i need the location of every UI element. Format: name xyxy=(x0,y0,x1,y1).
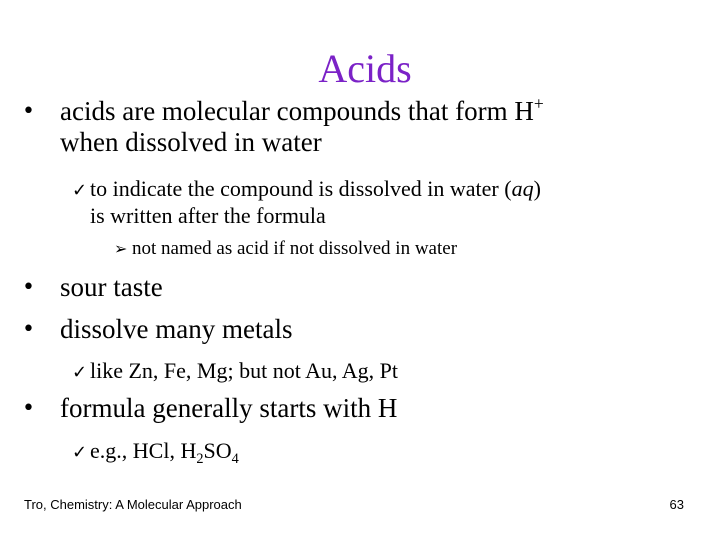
sub-item xyxy=(72,176,541,228)
bullet-text xyxy=(60,93,544,158)
bullet-icon: • xyxy=(22,99,35,124)
bullet-item xyxy=(22,314,702,346)
sub-item xyxy=(72,438,239,465)
formula-mid: SO xyxy=(203,438,232,463)
check-icon: ✓ xyxy=(72,362,88,383)
page-number: 63 xyxy=(669,497,684,512)
bullet-text: formula generally starts with H xyxy=(60,393,398,423)
sub-text-line1-pre: to indicate the compound is dissolved in water ( xyxy=(90,176,512,201)
sub-item xyxy=(72,358,398,385)
sub-text-italic: aq xyxy=(511,176,534,201)
subscript: 4 xyxy=(231,451,239,467)
sub-sub-item xyxy=(114,238,457,260)
bullet-text-line1: acids are molecular compounds that form H xyxy=(60,96,534,126)
check-icon: ✓ xyxy=(72,180,88,201)
bullet-icon: • xyxy=(22,317,35,342)
sub-text-line1-post: ) xyxy=(533,176,541,201)
footer-source: Tro, Chemistry: A Molecular Approach xyxy=(24,497,242,512)
check-icon: ✓ xyxy=(72,442,88,463)
formula-pre: e.g., HCl, H xyxy=(90,438,197,463)
subscript: 2 xyxy=(196,451,204,467)
bullet-icon: • xyxy=(22,396,35,421)
bullet-item xyxy=(22,93,702,160)
slide-title: Acids xyxy=(318,46,412,91)
superscript: + xyxy=(533,93,544,114)
bullet-text: sour taste xyxy=(60,272,163,302)
sub-text: like Zn, Fe, Mg; but not Au, Ag, Pt xyxy=(90,358,399,383)
sub-text-line2: is written after the formula xyxy=(90,203,326,228)
sub-sub-text: not named as acid if not dissolved in water xyxy=(132,238,458,259)
bullet-item xyxy=(22,393,702,425)
arrow-icon: ➢ xyxy=(114,239,128,258)
bullet-text-line2: when dissolved in water xyxy=(60,127,322,157)
bullet-text: dissolve many metals xyxy=(60,314,293,344)
bullet-icon: • xyxy=(22,275,35,300)
bullet-item xyxy=(22,272,702,304)
